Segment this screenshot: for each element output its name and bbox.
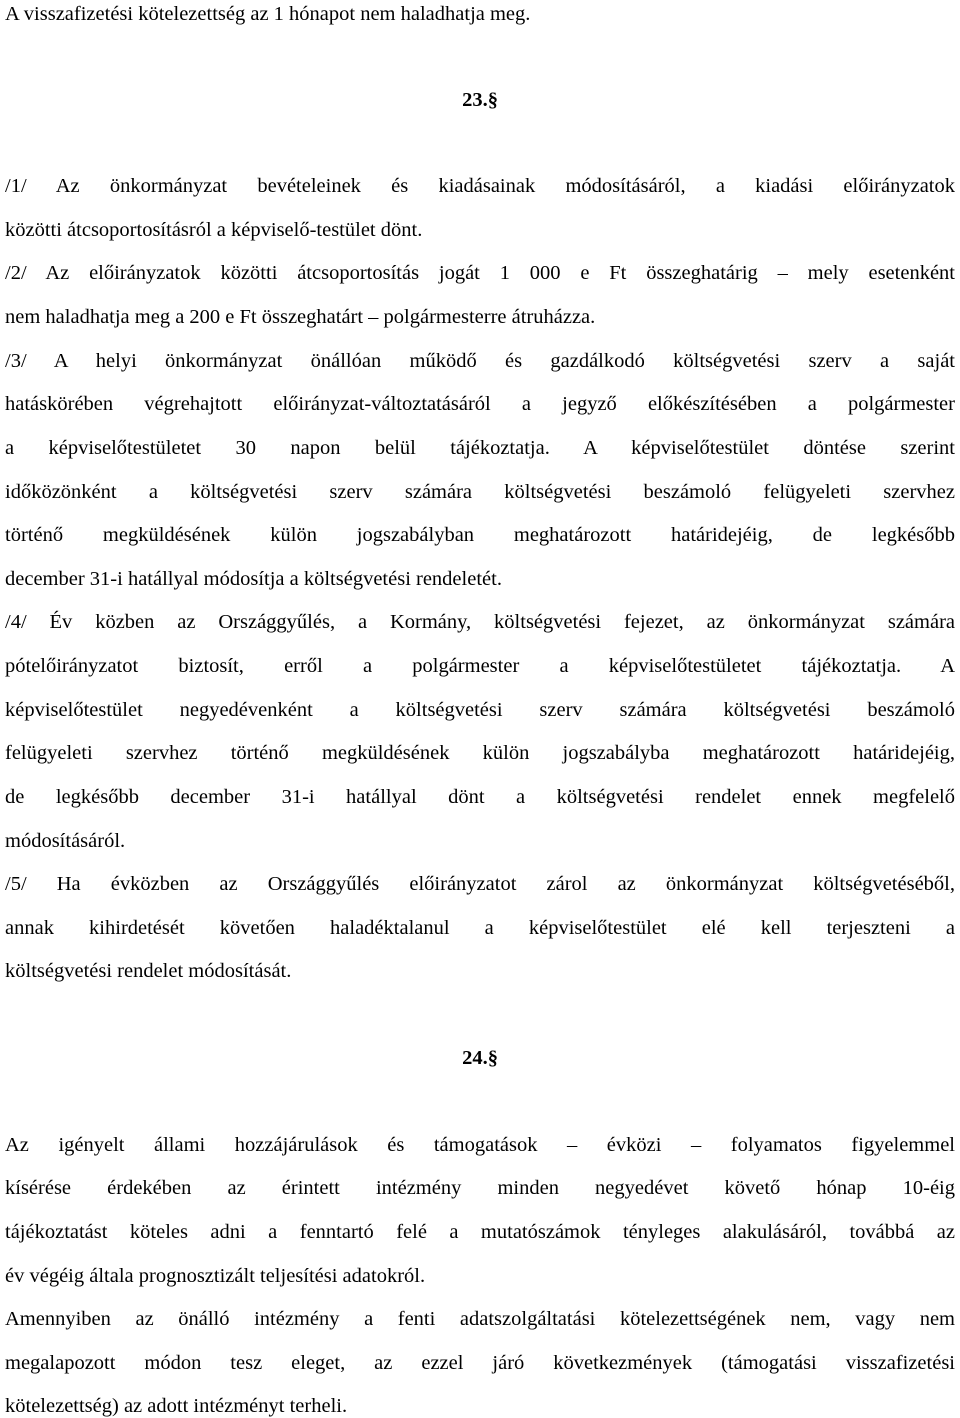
text-line: kísérése érdekében az érintett intézmény minden negyedévet követő hónap 10-éig <box>5 1177 955 1199</box>
text-line: pótelőirányzatot biztosít, erről a polgármester a képviselőtestületet tájékoztatja. A <box>5 655 955 677</box>
text-line: módosításáról. <box>5 830 126 852</box>
text-line: képviselőtestület negyedévenként a költségvetési szerv számára költségvetési beszámoló <box>5 699 955 721</box>
text-line: hatáskörében végrehajtott előirányzat-változtatásáról a jegyző előkészítésében a polgármester <box>5 393 955 415</box>
text-line: a képviselőtestületet 30 napon belül tájékoztatja. A képviselőtestület döntése szerint <box>5 437 955 459</box>
text-line: /5/ Ha évközben az Országgyűlés előirányzatot zárol az önkormányzat költségvetéséből, <box>5 873 955 895</box>
text-line: időközönként a költségvetési szerv számára költségvetési beszámoló felügyeleti szervhez <box>5 481 955 503</box>
text-line: /4/ Év közben az Országgyűlés, a Kormány, költségvetési fejezet, az önkormányzat számára <box>5 611 955 633</box>
section-symbol-icon: § <box>487 1047 498 1069</box>
text-line: kötelezettség) az adott intézményt terheli. <box>5 1395 348 1417</box>
text-line: /2/ Az előirányzatok közötti átcsoportosítás jogát 1 000 e Ft összeghatárig – mely esetenként <box>5 262 955 284</box>
section-symbol-icon: § <box>487 89 498 111</box>
text-line: közötti átcsoportosításról a képviselő-testület dönt. <box>5 219 423 241</box>
section-heading-24 <box>0 1046 960 1070</box>
text-line: annak kihirdetését követően haladéktalanul a képviselőtestület elé kell terjeszteni a <box>5 917 955 939</box>
text-line: év végéig általa prognosztizált teljesítési adatokról. <box>5 1265 426 1287</box>
section-heading-23 <box>0 88 960 112</box>
text-line: nem haladhatja meg a 200 e Ft összeghatárt – polgármesterre átruházza. <box>5 306 596 328</box>
text-line: /3/ A helyi önkormányzat önállóan működő és gazdálkodó költségvetési szerv a saját <box>5 350 955 372</box>
text-line: Az igényelt állami hozzájárulások és támogatások – évközi – folyamatos figyelemmel <box>5 1134 955 1156</box>
text-line: A visszafizetési kötelezettség az 1 hónapot nem haladhatja meg. <box>5 3 531 25</box>
text-line: megalapozott módon tesz eleget, az ezzel járó következmények (támogatási visszafizetési <box>5 1352 955 1374</box>
text-line: költségvetési rendelet módosítását. <box>5 960 292 982</box>
text-line: Amennyiben az önálló intézmény a fenti adatszolgáltatási kötelezettségének nem, vagy nem <box>5 1308 955 1330</box>
section-number: 23. <box>462 89 488 111</box>
section-number: 24. <box>462 1047 488 1069</box>
text-line: felügyeleti szervhez történő megküldésének külön jogszabályba meghatározott határidejéig, <box>5 742 955 764</box>
text-line: történő megküldésének külön jogszabályban meghatározott határidejéig, de legkésőbb <box>5 524 955 546</box>
text-line: december 31-i hatállyal módosítja a költségvetési rendeletét. <box>5 568 502 590</box>
text-line: /1/ Az önkormányzat bevételeinek és kiadásainak módosításáról, a kiadási előirányzatok <box>5 175 955 197</box>
text-line: de legkésőbb december 31-i hatállyal dönt a költségvetési rendelet ennek megfelelő <box>5 786 955 808</box>
text-line: tájékoztatást köteles adni a fenntartó felé a mutatószámok tényleges alakulásáról, továbbá az <box>5 1221 955 1243</box>
